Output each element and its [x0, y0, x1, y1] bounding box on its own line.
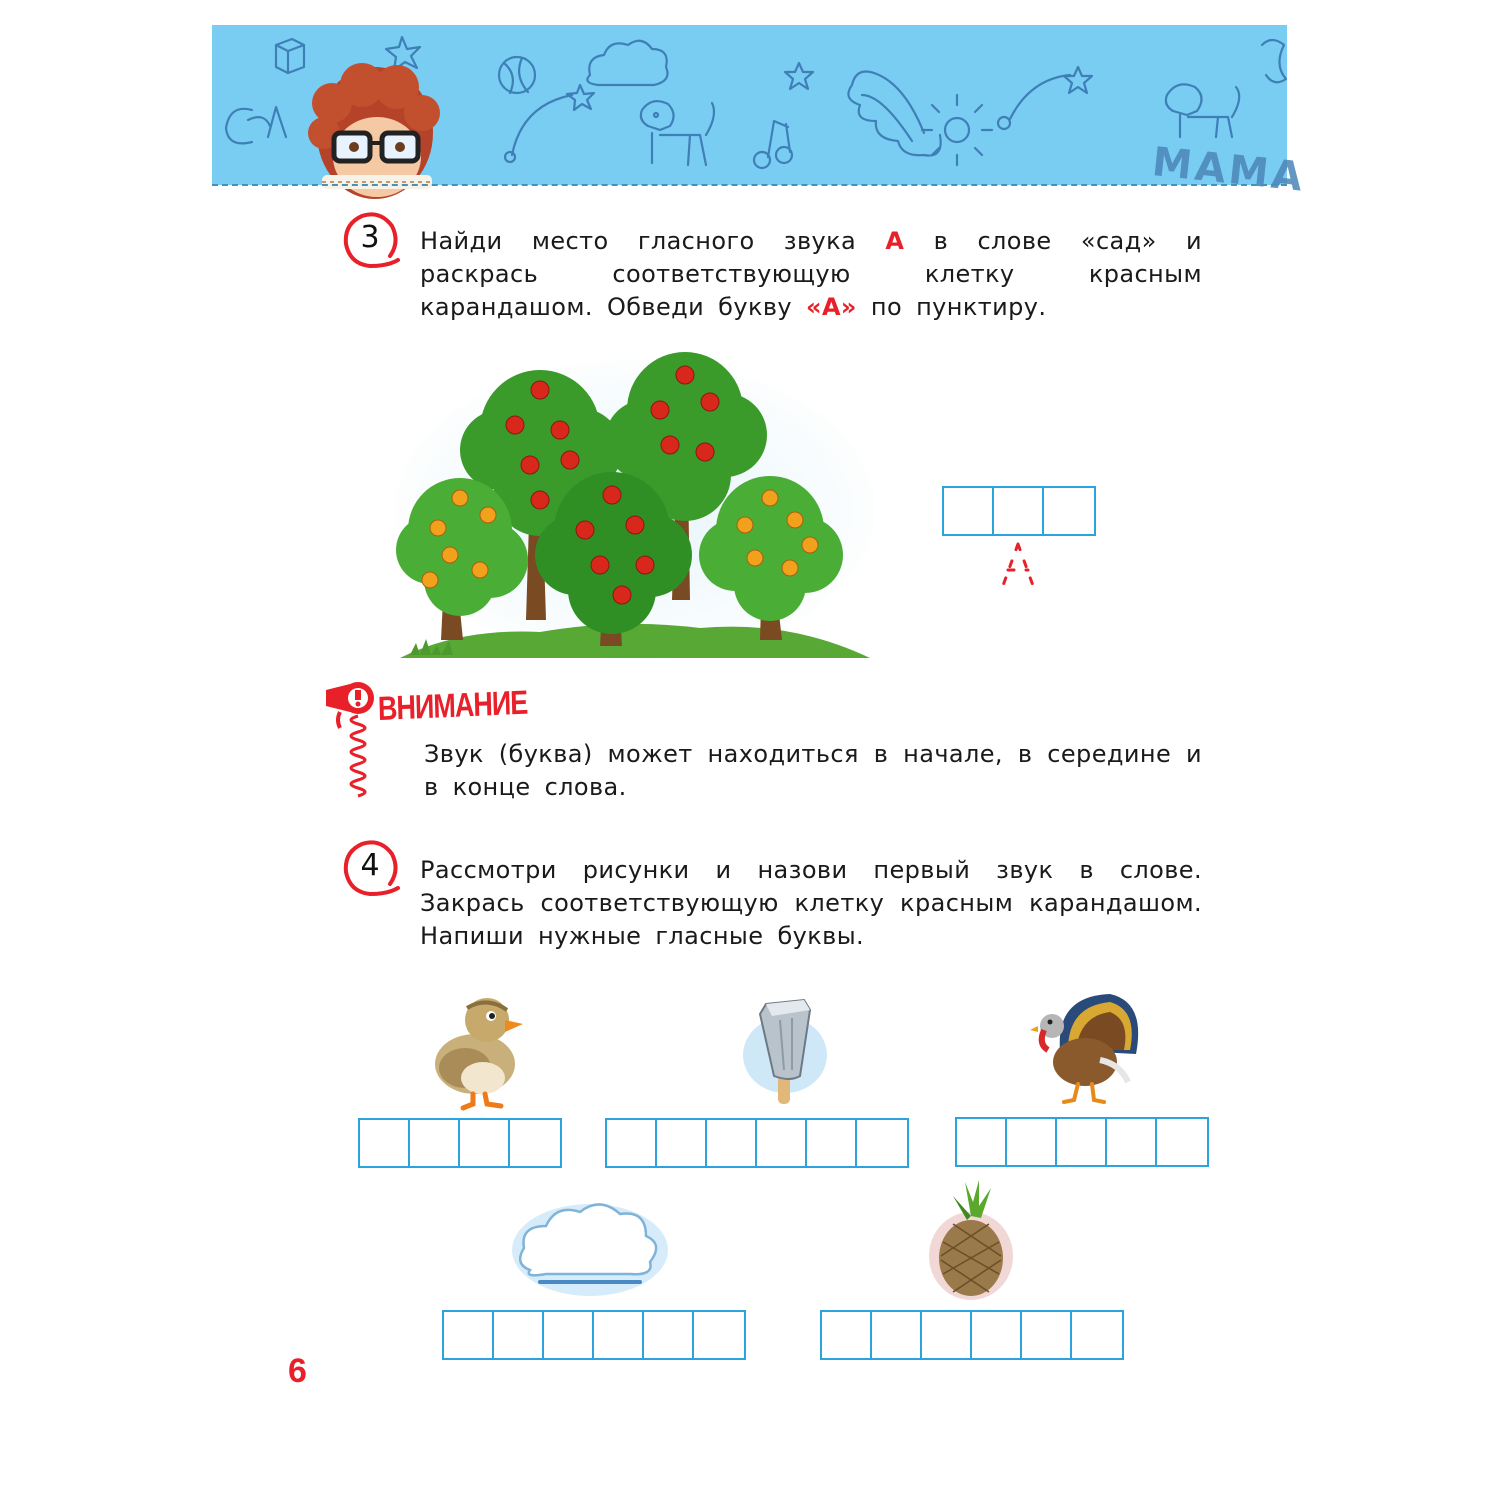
letter-cell[interactable]: [1044, 488, 1094, 534]
cloud-icon: [587, 41, 667, 85]
word-cells-turkey: [955, 1117, 1209, 1167]
letter-cell[interactable]: [957, 1119, 1007, 1165]
word-cells-cloud: [442, 1310, 746, 1360]
letter-cell[interactable]: [1107, 1119, 1157, 1165]
task-3-number: 3: [360, 220, 380, 255]
word-cells-ice-cream: [605, 1118, 909, 1168]
letter-cell[interactable]: [1057, 1119, 1107, 1165]
letter-cell[interactable]: [822, 1312, 872, 1358]
letter-cell[interactable]: [1157, 1119, 1207, 1165]
comet-star-icon: [567, 85, 594, 110]
letter-cell[interactable]: [757, 1120, 807, 1166]
banner-divider: [212, 184, 1287, 186]
letter-cell[interactable]: [694, 1312, 744, 1358]
dog-icon: [641, 101, 714, 165]
letter-cell[interactable]: [644, 1312, 694, 1358]
letter-cell[interactable]: [944, 488, 994, 534]
letter-cell[interactable]: [657, 1120, 707, 1166]
boy-avatar: [308, 63, 440, 199]
letter-cell[interactable]: [857, 1120, 907, 1166]
task-3-text-part1: Найди место гласного звука: [420, 227, 886, 255]
letter-cell[interactable]: [410, 1120, 460, 1166]
task-3-quoted-letter: «А»: [806, 293, 857, 321]
letter-cell[interactable]: [360, 1120, 410, 1166]
attention-text: Звук (буква) может находиться в начале, в середине и в конце слова.: [424, 740, 1202, 801]
attention-label: ВНИМАНИЕ: [377, 683, 528, 728]
cloud-image-icon: [510, 1190, 670, 1300]
task-3-text: [420, 225, 1202, 324]
letter-cell[interactable]: [707, 1120, 757, 1166]
task-4-number: 4: [360, 848, 380, 883]
ice-cream-icon: [740, 990, 830, 1110]
duck-icon: [425, 990, 525, 1110]
letter-cell[interactable]: [994, 488, 1044, 534]
task-4-text: Рассмотри рисунки и назови первый звук в слове. Закрась соответствующую клетку красным карандашом. Напиши нужные гласные буквы.: [420, 856, 1202, 950]
pineapple-icon: [925, 1176, 1017, 1302]
letter-cell[interactable]: [594, 1312, 644, 1358]
ball-icon: [499, 57, 535, 93]
banner-word: МАМА: [1150, 139, 1308, 201]
word-cells-duck: [358, 1118, 562, 1168]
letter-cell[interactable]: [460, 1120, 510, 1166]
letter-cell[interactable]: [494, 1312, 544, 1358]
page-number: 6: [288, 1352, 307, 1390]
letter-cell[interactable]: [1007, 1119, 1057, 1165]
word-cells-sad: [942, 486, 1096, 536]
letter-cell[interactable]: [972, 1312, 1022, 1358]
banner-doodles: [212, 25, 1287, 185]
letter-cell[interactable]: [444, 1312, 494, 1358]
letter-cell[interactable]: [510, 1120, 560, 1166]
music-note-icon: [754, 121, 792, 168]
task-3-highlight-letter: А: [885, 227, 905, 255]
letter-cell[interactable]: [807, 1120, 857, 1166]
letter-cell[interactable]: [872, 1312, 922, 1358]
sun-icon: [922, 95, 992, 165]
letter-cell[interactable]: [1072, 1312, 1122, 1358]
cube-icon: [276, 39, 304, 73]
trace-letter-a[interactable]: [992, 540, 1044, 600]
star-icon: [386, 37, 420, 70]
letter-cell[interactable]: [1022, 1312, 1072, 1358]
apple-orchard-image: [390, 340, 880, 670]
letter-cell[interactable]: [607, 1120, 657, 1166]
word-cells-pineapple: [820, 1310, 1124, 1360]
letter-cell[interactable]: [922, 1312, 972, 1358]
task-3-text-part2: в слове «сад» и раскрась соответствующую клетку красным карандашом. Обведи букву: [420, 227, 1202, 321]
letter-cell[interactable]: [544, 1312, 594, 1358]
task-3-number-badge: [342, 210, 398, 266]
turkey-icon: [1030, 990, 1140, 1105]
task-4-number-badge: [342, 838, 398, 894]
rainbow-icon: [848, 72, 940, 156]
task-3-text-part3: по пунктиру.: [856, 293, 1047, 321]
header-banner: [212, 25, 1308, 201]
